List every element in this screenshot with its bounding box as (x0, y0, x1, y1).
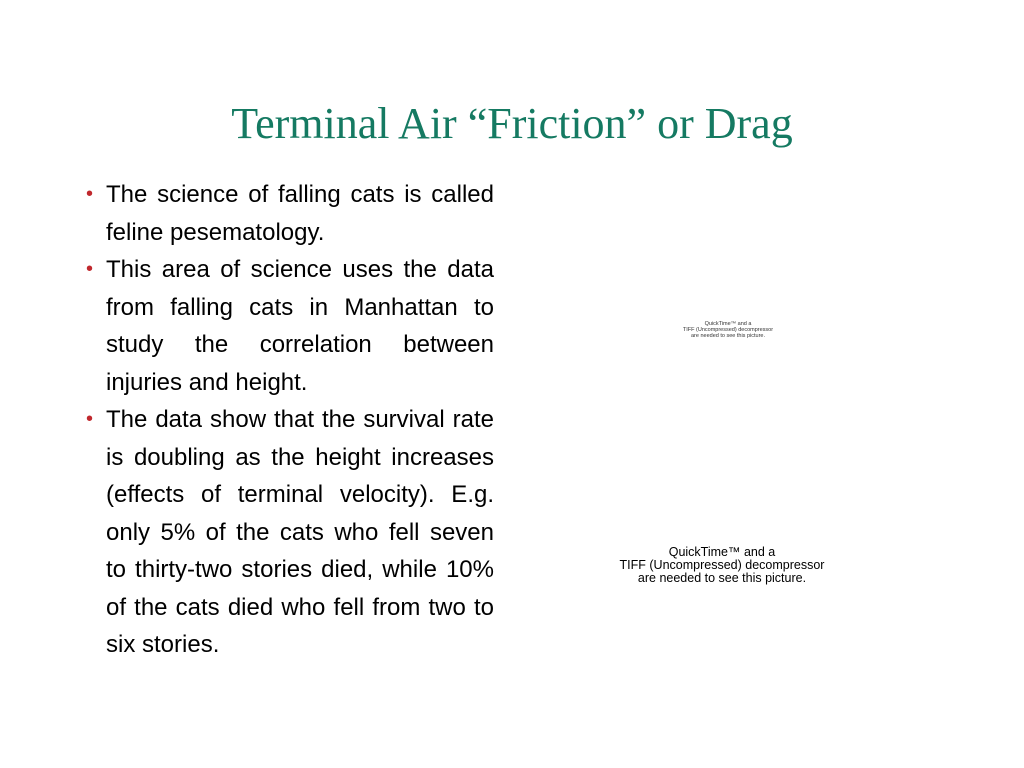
placeholder-line: QuickTime™ and a (668, 545, 776, 559)
bullet-item (86, 251, 494, 401)
bullet-icon: • (86, 258, 94, 280)
placeholder-line: TIFF (Uncompressed) decompressor (619, 558, 825, 572)
image-placeholder-large (592, 546, 852, 585)
bullet-text: This area of science uses the data from falling cats in Manhattan to study the correlation between injuries and height. (106, 256, 494, 396)
bullet-item (86, 176, 494, 251)
bullet-text: The science of falling cats is called feline pesematology. (106, 181, 494, 246)
placeholder-line: QuickTime™ and a (704, 321, 752, 327)
slide-title: Terminal Air “Friction” or Drag (231, 99, 793, 148)
bullet-icon: • (86, 183, 94, 205)
placeholder-line: are needed to see this picture. (691, 333, 765, 339)
bullet-list (86, 176, 494, 664)
bullet-text: The data show that the survival rate is doubling as the height increases (effects of terminal velocity). E.g. only 5% of the cats who fell seven to thirty-two stories died, while 10% of the cats died who fell from two to six stories. (106, 406, 494, 658)
bullet-icon: • (86, 408, 94, 430)
placeholder-line: are needed to see this picture. (637, 571, 807, 585)
placeholder-line: TIFF (Uncompressed) decompressor (682, 327, 774, 333)
bullet-item (86, 401, 494, 664)
image-placeholder-small (668, 321, 788, 339)
